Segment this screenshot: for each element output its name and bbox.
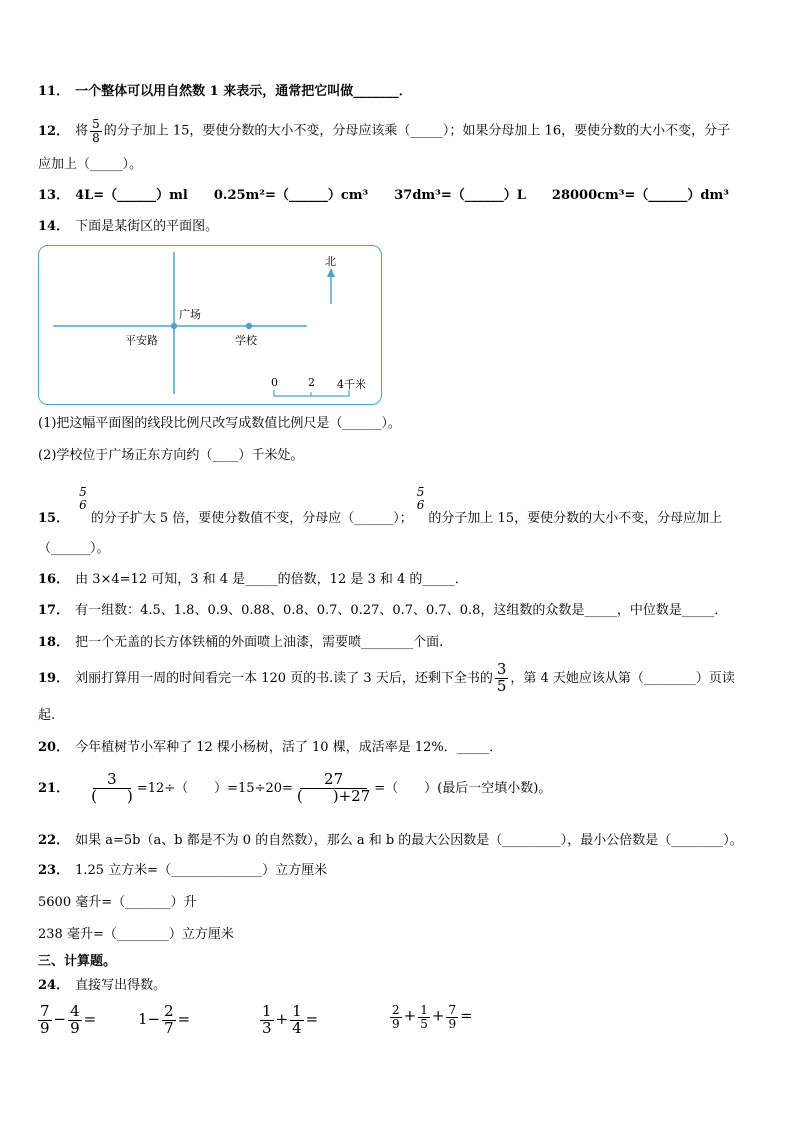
question-15	[38, 485, 723, 527]
q18-number: 18．	[38, 635, 70, 650]
q19-fraction	[495, 662, 509, 695]
q20-text: 今年植树节小军种了 12 棵小杨树，活了 10 棵，成活率是 12%．_____．	[75, 740, 503, 755]
question-12	[38, 118, 730, 144]
q15-mid: 的分子扩大 5 倍，要使分数值不变，分母应（______）；	[90, 511, 413, 527]
q23-line1: 1.25 立方米=（______________）立方厘米	[75, 863, 328, 878]
map-drawing	[39, 246, 381, 404]
q14-sub2: (2)学校位于广场正东方向约（____）千米处。	[38, 448, 304, 463]
q21-mid: =12÷（ ）=15÷20=	[136, 780, 293, 796]
question-24	[38, 979, 166, 992]
question-11	[38, 85, 412, 98]
frac-denominator: ( )	[91, 786, 133, 805]
square-label: 广场	[179, 308, 201, 321]
question-20	[38, 741, 502, 754]
q15-number: 15．	[38, 511, 70, 527]
question-12-line2: 应加上（_____）。	[38, 157, 143, 172]
expr2-equals: =	[177, 1009, 191, 1028]
expression-4	[388, 1004, 473, 1030]
frac-denominator: ( )+27	[296, 786, 371, 805]
frac-numerator: 3	[93, 772, 131, 789]
frac-numerator: 1	[292, 1002, 302, 1020]
frac-numerator: 2	[392, 1003, 400, 1017]
q22-text: 如果 a=5b（a、b 都是不为 0 的自然数），那么 a 和 b 的最大公因数是（_________），最小公倍数是（________）。	[75, 833, 743, 848]
frac-numerator: 5	[79, 485, 87, 499]
expr3-equals: =	[305, 1009, 319, 1028]
frac-numerator: 3	[496, 660, 507, 678]
question-19	[38, 662, 735, 695]
question-23-line3: 238 毫升=（________）立方厘米	[38, 927, 234, 942]
q18-text: 把一个无盖的长方体铁桶的外面喷上油漆，需要喷________个面.	[75, 635, 444, 650]
question-22	[38, 834, 743, 847]
expr2-prefix: 1−	[138, 1009, 161, 1028]
frac-denominator: 3	[262, 1018, 272, 1037]
question-16	[38, 573, 468, 586]
frac-denominator: 5	[420, 1016, 428, 1031]
question-17	[38, 604, 727, 617]
q15-fraction-2	[415, 486, 427, 511]
q19-post: ，第 4 天她应该从第（________）页读	[510, 670, 735, 686]
q21-number: 21．	[38, 780, 70, 796]
north-label: 北	[325, 255, 336, 268]
frac-numerator: 1	[262, 1002, 272, 1020]
expr1-frac-b	[68, 1004, 82, 1037]
frac-denominator: 9	[448, 1016, 457, 1031]
q21-fraction-1	[89, 772, 135, 805]
expr4-operator-2: +	[431, 1006, 445, 1025]
q13-text: 4L=（______）ml 0.25m²=（______）cm³ 37dm³=（______）L 28000cm³=（______）dm³	[75, 188, 729, 203]
q20-number: 20．	[38, 740, 70, 755]
expr4-frac-a	[390, 1004, 402, 1030]
frac-numerator: 2	[164, 1002, 174, 1020]
q21-post: =（ ）(最后一空填小数)。	[374, 780, 552, 796]
question-15-line2: （______）。	[38, 541, 110, 556]
expr4-frac-c	[446, 1004, 458, 1030]
section-heading: 三、计算题。	[38, 954, 117, 969]
q23-number: 23．	[38, 863, 70, 878]
frac-numerator: 5	[416, 485, 425, 499]
q11-text: 一个整体可以用自然数 1 来表示，通常把它叫做_______．	[75, 84, 412, 99]
frac-denominator: 7	[164, 1018, 174, 1037]
frac-denominator: 4	[292, 1018, 302, 1037]
scale-label-2: 2	[308, 376, 315, 389]
q15-fraction-1	[77, 486, 89, 511]
school-label: 学校	[235, 334, 257, 347]
question-18	[38, 636, 443, 649]
expr3-operator: +	[275, 1009, 289, 1028]
question-23-line2: 5600 毫升=（_______）升	[38, 895, 197, 910]
q12-post: 的分子加上 15，要使分数的大小不变，分母应该乘（_____）；如果分母加上 16，要使分数的大小不变，分子	[103, 123, 731, 139]
question-21	[38, 772, 551, 805]
q12-fraction	[90, 118, 102, 144]
frac-denominator: 6	[416, 497, 425, 512]
frac-numerator: 7	[448, 1003, 457, 1017]
q22-number: 22．	[38, 833, 70, 848]
expr4-operator-1: +	[403, 1006, 417, 1025]
street-map	[38, 245, 382, 405]
q16-number: 16．	[38, 572, 70, 587]
q14-text: 下面是某街区的平面图。	[75, 219, 219, 234]
q24-number: 24．	[38, 978, 70, 993]
frac-numerator: 4	[70, 1002, 80, 1020]
expr3-frac-a	[260, 1004, 274, 1037]
question-23	[38, 864, 327, 877]
expr1-operator: −	[53, 1009, 67, 1028]
q12-number: 12．	[38, 123, 70, 139]
frac-numerator: 7	[40, 1002, 50, 1020]
expr1-equals: =	[83, 1009, 97, 1028]
q17-text: 有一组数：4.5、1.8、0.9、0.88、0.8、0.7、0.27、0.7、0.7、0.8，这组数的众数是_____，中位数是_____．	[75, 603, 728, 618]
q14-number: 14．	[38, 219, 70, 234]
expression-3	[258, 1004, 318, 1037]
frac-denominator: 8	[92, 130, 100, 145]
q21-fraction-2	[295, 772, 372, 805]
frac-numerator: 27	[300, 772, 367, 789]
q17-number: 17．	[38, 603, 70, 618]
q11-number: 11．	[38, 84, 70, 99]
scale-label-4: 4千米	[337, 378, 366, 391]
q13-number: 13．	[38, 188, 70, 203]
expression-1	[36, 1004, 96, 1037]
q16-text: 由 3×4=12 可知，3 和 4 是_____的倍数，12 是 3 和 4 的_____．	[75, 572, 468, 587]
question-19-line2: 起.	[38, 708, 56, 723]
school-point	[246, 323, 252, 329]
q19-number: 19．	[38, 670, 70, 686]
frac-numerator: 5	[92, 117, 100, 131]
q19-pre: 刘丽打算用一周的时间看完一本 120 页的书.读了 3 天后，还剩下全书的	[75, 670, 493, 686]
road-label: 平安路	[125, 334, 158, 347]
frac-numerator: 1	[420, 1003, 428, 1017]
q24-text: 直接写出得数。	[75, 978, 167, 993]
expr2-frac	[162, 1004, 176, 1037]
frac-denominator: 5	[496, 676, 507, 695]
q14-sub1: (1)把这幅平面图的线段比例尺改写成数值比例尺是（______）。	[38, 416, 401, 431]
q12-pre: 将	[75, 123, 89, 139]
question-14	[38, 220, 218, 233]
expr4-frac-b	[418, 1004, 430, 1030]
frac-denominator: 9	[40, 1018, 50, 1037]
scale-label-0: 0	[271, 376, 278, 389]
frac-denominator: 6	[79, 497, 87, 512]
north-arrow-icon	[327, 268, 335, 277]
question-13	[38, 189, 729, 202]
expr1-frac-a	[38, 1004, 52, 1037]
frac-denominator: 9	[70, 1018, 80, 1037]
expr3-frac-b	[290, 1004, 304, 1037]
q15-post: 的分子加上 15，要使分数的大小不变，分母应加上	[428, 511, 723, 527]
expr4-equals: =	[460, 1006, 473, 1025]
square-point	[171, 323, 177, 329]
expression-2	[138, 1004, 190, 1037]
frac-denominator: 9	[392, 1016, 400, 1031]
